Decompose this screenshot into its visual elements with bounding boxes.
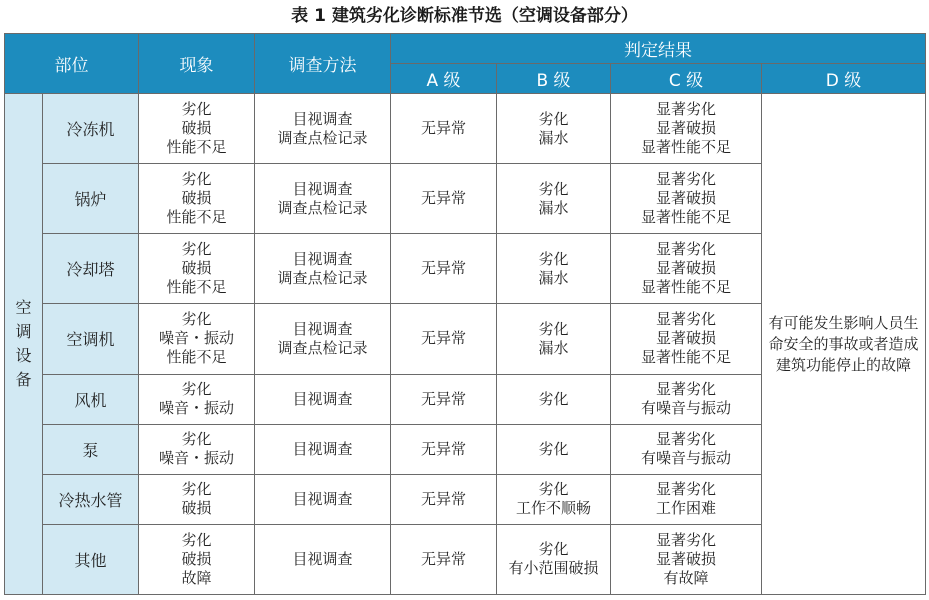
cell-line: 噪音・振动 bbox=[158, 399, 234, 418]
grade-a-cell: 无异常 bbox=[391, 524, 497, 594]
grade-b-cell bbox=[497, 374, 611, 424]
cell-line: 劣化 bbox=[181, 480, 212, 499]
cell-line: 劣化 bbox=[181, 100, 212, 119]
cell-line: 劣化 bbox=[181, 530, 212, 549]
cell-line: 显著劣化 bbox=[655, 240, 716, 259]
cell-line: 显著破损 bbox=[655, 259, 716, 278]
grade-a-cell: 无异常 bbox=[391, 164, 497, 234]
cell-line: 性能不足 bbox=[166, 348, 227, 367]
cell-line: 显著性能不足 bbox=[640, 208, 731, 227]
table-row bbox=[5, 94, 926, 164]
grade-b-cell bbox=[497, 304, 611, 374]
cell-line: 漏水 bbox=[538, 268, 569, 287]
method-cell bbox=[255, 94, 391, 164]
phenomenon-cell bbox=[139, 234, 255, 304]
grade-c-cell bbox=[611, 474, 762, 524]
grade-a-cell: 无异常 bbox=[391, 94, 497, 164]
cell-line: 显著破损 bbox=[655, 329, 716, 348]
method-cell bbox=[255, 424, 391, 474]
cell-line: 漏水 bbox=[538, 128, 569, 147]
cell-line: 目视调查 bbox=[292, 549, 353, 568]
category-label: 空调设备 bbox=[15, 298, 32, 389]
header-grade-a: A 级 bbox=[391, 64, 497, 94]
equipment-name: 空调机 bbox=[43, 304, 139, 374]
cell-line: 显著劣化 bbox=[655, 530, 716, 549]
cell-line: 有小范围破损 bbox=[508, 559, 599, 578]
phenomenon-cell bbox=[139, 424, 255, 474]
cell-line: 破损 bbox=[181, 549, 212, 568]
cell-line: 显著性能不足 bbox=[640, 348, 731, 367]
cell-line: 劣化 bbox=[181, 380, 212, 399]
cell-line: 有故障 bbox=[663, 568, 709, 587]
phenomenon-cell bbox=[139, 164, 255, 234]
cell-line: 劣化 bbox=[538, 540, 569, 559]
grade-c-cell bbox=[611, 94, 762, 164]
cell-line: 显著性能不足 bbox=[640, 278, 731, 297]
equipment-name: 冷冻机 bbox=[43, 94, 139, 164]
cell-line: 工作困难 bbox=[655, 499, 716, 518]
grade-c-cell bbox=[611, 234, 762, 304]
grade-c-cell bbox=[611, 424, 762, 474]
cell-line: 性能不足 bbox=[166, 208, 227, 227]
cell-line: 显著劣化 bbox=[655, 430, 716, 449]
phenomenon-cell bbox=[139, 304, 255, 374]
cell-line: 劣化 bbox=[538, 109, 569, 128]
cell-line: 显著性能不足 bbox=[640, 138, 731, 157]
grade-a-cell: 无异常 bbox=[391, 474, 497, 524]
method-cell bbox=[255, 304, 391, 374]
grade-c-cell bbox=[611, 304, 762, 374]
grade-a-cell: 无异常 bbox=[391, 374, 497, 424]
cell-line: 目视调查 bbox=[292, 389, 353, 408]
cell-line: 劣化 bbox=[538, 480, 569, 499]
header-part: 部位 bbox=[5, 34, 139, 94]
grade-b-cell bbox=[497, 524, 611, 594]
cell-line: 调查点检记录 bbox=[277, 268, 368, 287]
cell-line: 工作不顺畅 bbox=[515, 499, 591, 518]
cell-line: 有噪音与振动 bbox=[640, 449, 731, 468]
cell-line: 劣化 bbox=[538, 439, 569, 458]
cell-line: 性能不足 bbox=[166, 278, 227, 297]
grade-b-cell bbox=[497, 424, 611, 474]
grade-d-cell: 有可能发生影响人员生命安全的事故或者造成建筑功能停止的故障 bbox=[762, 94, 926, 595]
phenomenon-cell bbox=[139, 94, 255, 164]
cell-line: 破损 bbox=[181, 119, 212, 138]
equipment-name: 其他 bbox=[43, 524, 139, 594]
cell-line: 目视调查 bbox=[292, 439, 353, 458]
table-caption: 表 1 建筑劣化诊断标准节选（空调设备部分） bbox=[291, 6, 638, 26]
cell-line: 调查点检记录 bbox=[277, 128, 368, 147]
grade-a-cell: 无异常 bbox=[391, 424, 497, 474]
cell-line: 显著劣化 bbox=[655, 380, 716, 399]
cell-line: 有噪音与振动 bbox=[640, 399, 731, 418]
cell-line: 故障 bbox=[181, 568, 212, 587]
cell-line: 劣化 bbox=[181, 430, 212, 449]
cell-line: 调查点检记录 bbox=[277, 338, 368, 357]
equipment-name: 冷热水管 bbox=[43, 474, 139, 524]
cell-line: 劣化 bbox=[181, 170, 212, 189]
cell-line: 劣化 bbox=[538, 319, 569, 338]
header-phenomenon: 现象 bbox=[139, 34, 255, 94]
cell-line: 目视调查 bbox=[292, 489, 353, 508]
cell-line: 劣化 bbox=[538, 389, 569, 408]
header-result: 判定结果 bbox=[391, 34, 926, 64]
method-cell bbox=[255, 164, 391, 234]
equipment-name: 泵 bbox=[43, 424, 139, 474]
cell-line: 破损 bbox=[181, 189, 212, 208]
cell-line: 显著劣化 bbox=[655, 170, 716, 189]
cell-line: 显著劣化 bbox=[655, 100, 716, 119]
cell-line: 显著破损 bbox=[655, 189, 716, 208]
method-cell bbox=[255, 374, 391, 424]
phenomenon-cell bbox=[139, 524, 255, 594]
grade-a-cell: 无异常 bbox=[391, 234, 497, 304]
method-cell bbox=[255, 524, 391, 594]
grade-a-cell: 无异常 bbox=[391, 304, 497, 374]
header-grade-b: B 级 bbox=[497, 64, 611, 94]
method-cell bbox=[255, 234, 391, 304]
header-grade-d: D 级 bbox=[762, 64, 926, 94]
header-grade-c: C 级 bbox=[611, 64, 762, 94]
cell-line: 调查点检记录 bbox=[277, 198, 368, 217]
cell-line: 劣化 bbox=[181, 310, 212, 329]
cell-line: 劣化 bbox=[538, 179, 569, 198]
equipment-name: 冷却塔 bbox=[43, 234, 139, 304]
cell-line: 漏水 bbox=[538, 198, 569, 217]
equipment-name: 风机 bbox=[43, 374, 139, 424]
cell-line: 目视调查 bbox=[292, 109, 353, 128]
cell-line: 劣化 bbox=[538, 249, 569, 268]
cell-line: 显著劣化 bbox=[655, 480, 716, 499]
cell-line: 破损 bbox=[181, 259, 212, 278]
grade-b-cell bbox=[497, 164, 611, 234]
phenomenon-cell bbox=[139, 474, 255, 524]
method-cell bbox=[255, 474, 391, 524]
grade-b-cell bbox=[497, 94, 611, 164]
category-cell bbox=[5, 94, 43, 595]
cell-line: 显著破损 bbox=[655, 549, 716, 568]
equipment-name: 锅炉 bbox=[43, 164, 139, 234]
cell-line: 漏水 bbox=[538, 338, 569, 357]
cell-line: 目视调查 bbox=[292, 319, 353, 338]
grade-c-cell bbox=[611, 374, 762, 424]
header-method: 调查方法 bbox=[255, 34, 391, 94]
cell-line: 破损 bbox=[181, 499, 212, 518]
cell-line: 噪音・振动 bbox=[158, 449, 234, 468]
cell-line: 目视调查 bbox=[292, 179, 353, 198]
grade-c-cell bbox=[611, 164, 762, 234]
phenomenon-cell bbox=[139, 374, 255, 424]
grade-c-cell bbox=[611, 524, 762, 594]
degradation-standard-table bbox=[4, 33, 926, 595]
grade-b-cell bbox=[497, 234, 611, 304]
cell-line: 显著劣化 bbox=[655, 310, 716, 329]
cell-line: 噪音・振动 bbox=[158, 329, 234, 348]
grade-b-cell bbox=[497, 474, 611, 524]
cell-line: 劣化 bbox=[181, 240, 212, 259]
cell-line: 显著破损 bbox=[655, 119, 716, 138]
cell-line: 目视调查 bbox=[292, 249, 353, 268]
cell-line: 性能不足 bbox=[166, 138, 227, 157]
